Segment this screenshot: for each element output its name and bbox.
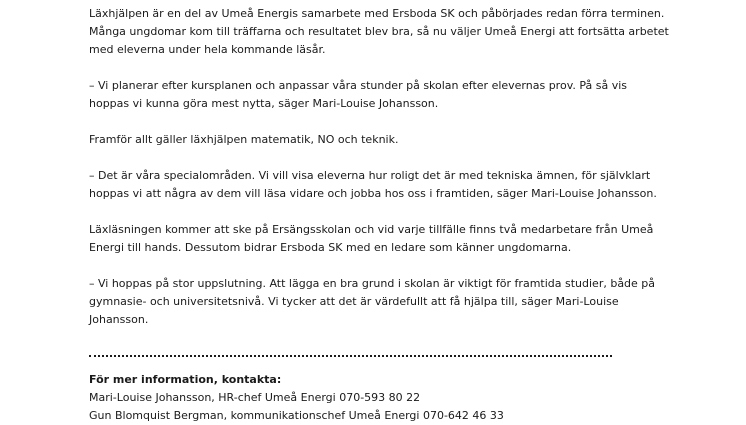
text-line: – Vi hoppas på stor uppslutning. Att lägga en bra grund i skolan är viktigt för framtida studier, både på — [89, 277, 656, 290]
text-line: Energi till hands. Dessutom bidrar Ersboda SK med en ledare som känner ungdomarna. — [89, 241, 572, 254]
text-line: Läxläsningen kommer att ske på Ersängsskolan och vid varje tillfälle finns två medarbetare från Umeå — [89, 223, 654, 236]
text-line: hoppas vi att några av dem vill läsa vidare och jobba hos oss i framtiden, säger Mari-Louise Johansson. — [89, 187, 657, 200]
paragraph-4 — [89, 167, 729, 203]
text-line: – Det är våra specialområden. Vi vill visa eleverna hur roligt det är med tekniska ämnen, för självklart — [89, 169, 651, 182]
paragraph-6 — [89, 275, 729, 329]
contact-line: Mari-Louise Johansson, HR-chef Umeå Energi 070-593 80 22 — [89, 391, 421, 404]
dotted-separator — [89, 355, 612, 357]
text-line: Läxhjälpen är en del av Umeå Energis samarbete med Ersboda SK och påbörjades redan förra terminen. — [89, 7, 665, 20]
paragraph-5 — [89, 221, 729, 257]
text-line: med eleverna under hela kommande läsår. — [89, 43, 326, 56]
paragraph-3 — [89, 131, 729, 149]
article-body — [89, 5, 729, 347]
text-line: Framför allt gäller läxhjälpen matematik, NO och teknik. — [89, 133, 399, 146]
paragraph-1 — [89, 5, 729, 59]
text-line: Många ungdomar kom till träffarna och resultatet blev bra, så nu väljer Umeå Energi att fortsätta arbetet — [89, 25, 669, 38]
paragraph-2 — [89, 77, 729, 113]
contact-block — [89, 371, 729, 425]
contact-heading: För mer information, kontakta: — [89, 373, 282, 386]
text-line: gymnasie- och universitetsnivå. Vi tycker att det är värdefullt att få hjälpa till, säger Mari-Louise — [89, 295, 619, 308]
contact-line: Gun Blomquist Bergman, kommunikationschef Umeå Energi 070-642 46 33 — [89, 409, 504, 422]
text-line: hoppas vi kunna göra mest nytta, säger Mari-Louise Johansson. — [89, 97, 439, 110]
text-line: – Vi planerar efter kursplanen och anpassar våra stunder på skolan efter elevernas prov. På så vis — [89, 79, 627, 92]
text-line: Johansson. — [89, 313, 149, 326]
